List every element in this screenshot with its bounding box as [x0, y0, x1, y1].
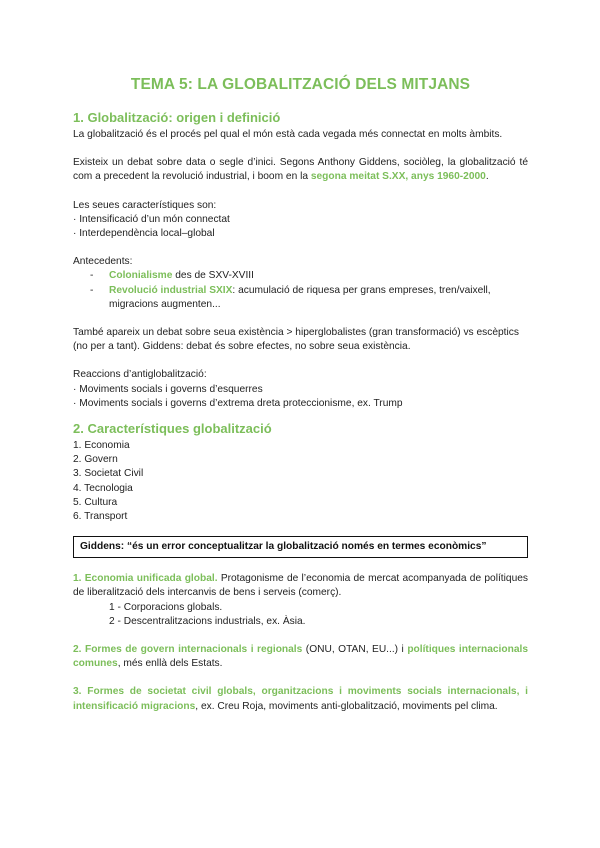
period-highlight: segona meitat S.XX, anys 1960-2000	[310, 171, 486, 183]
list-item: 2. Govern	[73, 454, 118, 466]
list-item: 1. Economia	[73, 440, 130, 452]
list-item: 5. Cultura	[73, 496, 118, 508]
characteristics-list	[73, 439, 528, 524]
section-1-heading: 1. Globalització: origen i definició	[73, 110, 281, 125]
reaction-item: · Moviments socials i governs d’extrema dreta proteccionisme, ex. Trump	[73, 397, 403, 409]
antecedents-list	[73, 269, 528, 312]
reactions-intro: Reaccions d’antiglobalització:	[73, 369, 207, 381]
antecedent-item: - Revolució industrial SXIX: acumulació de riquesa per grans empreses, tren/vaixell, migracions augmenten...	[90, 284, 491, 310]
antecedents-intro: Antecedents:	[73, 256, 133, 268]
definition-paragraph: La globalització és el procés pel qual el món està cada vegada més connectat en molts àmbits.	[73, 129, 503, 140]
feature-item: · Intensificació d’un món connectat	[73, 213, 230, 225]
reaction-item: · Moviments socials i governs d’esquerres	[73, 383, 263, 395]
list-item: 4. Tecnologia	[73, 482, 133, 494]
point-government: 2. Formes de govern internacionals i regionals (ONU, OTAN, EU...) i polítiques internacionals comunes, més enllà dels Estats.	[73, 644, 528, 670]
page-title: TEMA 5: LA GLOBALITZACIÓ DELS MITJANS	[130, 76, 471, 93]
point-economy-sub: 1 - Corporacions globals.	[109, 601, 223, 613]
point-civil-society: 3. Formes de societat civil globals, organitzacions i moviments socials internacionals, i intensificació migracions, ex. Creu Roja, moviments anti-globalització, moviments pel clima.	[73, 686, 528, 712]
debate-origin-paragraph: Existeix un debat sobre data o segle d’inici. Segons Anthony Giddens, sociòleg, la globalització té com a precedent la revolució industrial, i boom en la segona meitat S.XX, anys 1960-2000.	[73, 157, 528, 183]
list-item: 6. Transport	[73, 511, 128, 523]
existence-debate-paragraph: També apareix un debat sobre seua existència > hiperglobalistes (gran transformació) vs escèptics (no per a tant). Giddens: debat és sobre efectes, no sobre seua existència.	[73, 327, 519, 353]
point-economy: 1. Economia unificada global. Protagonisme de l’economia de mercat acompanyada de polítiques de liberalització dels intercanvis de bens i serveis (comerç).	[73, 573, 528, 599]
section-2-heading: 2. Característiques globalització	[73, 421, 272, 437]
giddens-quote-box: Giddens: “és un error conceptualitzar la globalització només en termes econòmics”	[73, 536, 528, 558]
document-content	[73, 76, 528, 714]
features-intro: Les seues característiques son:	[73, 199, 217, 211]
list-item: 3. Societat Civil	[73, 468, 144, 480]
feature-item: · Interdependència local–global	[73, 228, 215, 240]
antecedent-item: - Colonialisme des de SXV-XVIII	[90, 270, 254, 282]
point-economy-sub: 2 - Descentralitzacions industrials, ex. Àsia.	[109, 615, 306, 627]
